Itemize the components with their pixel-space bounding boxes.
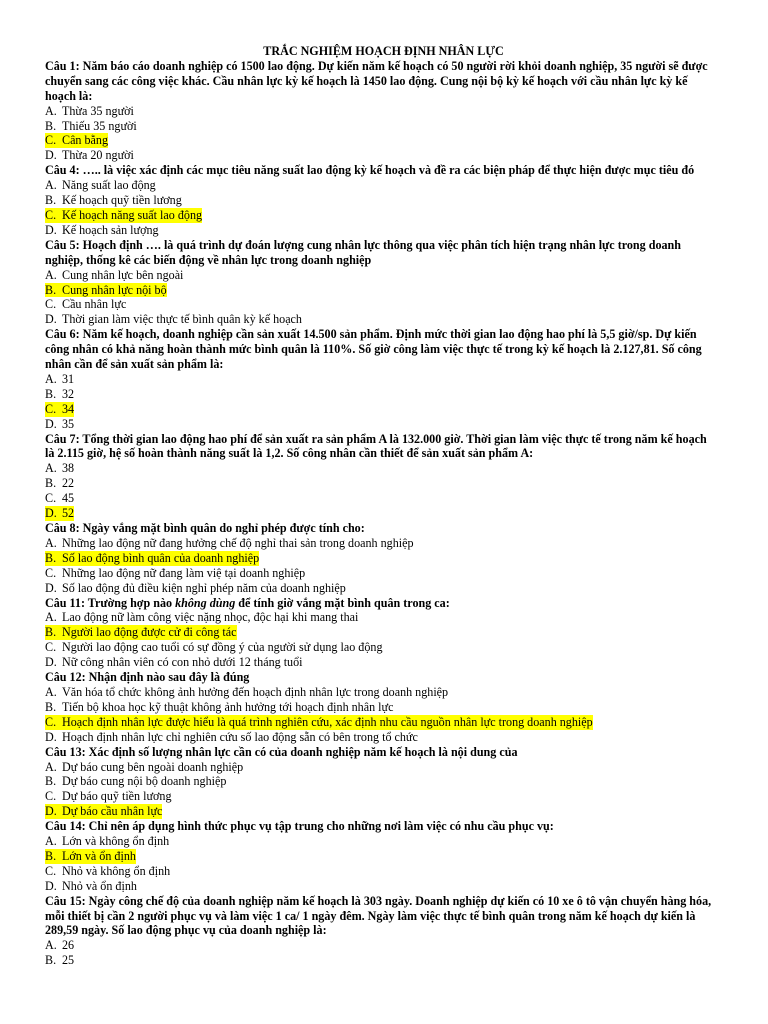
option-letter: C.: [45, 491, 57, 506]
option-letter: A.: [45, 759, 57, 774]
option-letter: B.: [45, 699, 57, 714]
option-text: 22: [62, 476, 75, 491]
answer-option: [45, 208, 202, 223]
question-text: Câu 14: Chỉ nên áp dụng hình thức phục vụ tập trung cho những nơi làm việc có nhu cầu phục vụ:: [45, 819, 554, 834]
answer-option: [45, 730, 712, 745]
option-text: Cầu nhân lực: [62, 297, 127, 312]
question-text: Câu 12: Nhận định nào sau đây là đúng: [45, 670, 250, 685]
option-text: Những lao động nữ đang hưởng chế độ nghỉ thai sản trong doanh nghiệp: [62, 535, 414, 550]
option-letter: A.: [45, 178, 57, 193]
option-text: Năng suất lao động: [62, 178, 156, 193]
option-letter: C.: [45, 133, 57, 148]
question-text: [45, 596, 712, 611]
option-text: Thừa 20 người: [62, 148, 134, 163]
answer-option: [45, 476, 712, 491]
option-letter: D.: [45, 729, 57, 744]
answer-options: [45, 178, 712, 238]
answer-option: [45, 849, 136, 864]
option-letter: A.: [45, 610, 57, 625]
answer-option: [45, 640, 712, 655]
option-text: 25: [62, 953, 75, 968]
option-letter: A.: [45, 371, 57, 386]
option-text: Lao động nữ làm công việc nặng nhọc, độc hại khi mang thai: [62, 610, 359, 625]
answer-options: [45, 372, 712, 432]
option-letter: A.: [45, 103, 57, 118]
option-text: 26: [62, 938, 75, 953]
question-text: Câu 4: ….. là việc xác định các mục tiêu năng suất lao động kỳ kế hoạch và đề ra các biện pháp để thực hiện được mục tiêu đó: [45, 163, 695, 178]
answer-option: [45, 417, 712, 432]
option-text: Hoạch định nhân lực chỉ nghiên cứu số lao động sẵn có bên trong tổ chức: [62, 729, 418, 744]
option-letter: B.: [45, 848, 57, 863]
question-text: Câu 8: Ngày vắng mặt bình quân do nghỉ phép được tính cho:: [45, 521, 365, 535]
option-letter: B.: [45, 774, 57, 789]
option-letter: D.: [45, 804, 57, 819]
answer-option: [45, 372, 712, 387]
option-text: Văn hóa tổ chức không ảnh hưởng đến hoạch định nhân lực trong doanh nghiệp: [62, 684, 449, 699]
option-text: Thời gian làm việc thực tế bình quân kỳ kế hoạch: [62, 312, 302, 327]
option-letter: D.: [45, 580, 57, 595]
option-letter: A.: [45, 535, 57, 550]
question-block: [45, 59, 712, 163]
option-letter: D.: [45, 148, 57, 163]
answer-option: [45, 655, 712, 670]
option-text: Thừa 35 người: [62, 103, 134, 118]
answer-option: [45, 283, 167, 298]
question-text: Câu 15: Ngày công chế độ của doanh nghiệp năm kế hoạch là 303 ngày. Doanh nghiệp dự kiến có 10 xe ô tô vận chuyển hàng hóa, mỗi thiết bị cần 2 người phục vụ và làm việc 1 ca/ 1 ngày đêm. Ngày làm việc thực tế bình quân trong năm kế hoạch dự kiến là 289,59 ngày. Số lao động phục vụ của doanh nghiệp là:: [45, 893, 712, 938]
answer-option: [45, 864, 712, 879]
option-letter: B.: [45, 953, 57, 968]
answer-option: [45, 581, 712, 596]
option-text: Cung nhân lực bên ngoài: [62, 267, 184, 282]
option-letter: D.: [45, 655, 57, 670]
option-text: Dự báo cung bên ngoài doanh nghiệp: [62, 759, 244, 774]
option-letter: B.: [45, 118, 57, 133]
answer-option: [45, 879, 712, 894]
question-text: Câu 1: Năm báo cáo doanh nghiệp có 1500 lao động. Dự kiến năm kế hoạch có 50 người rời khỏi doanh nghiệp, 35 người sẽ được chuyển sang các công việc khác. Cầu nhân lực kỳ kế hoạch là 1450 lao động. Cung nội bộ kỳ kế hoạch với cầu nhân lực kỳ kế hoạch là:: [45, 58, 708, 103]
answer-option: [45, 566, 712, 581]
answer-option: [45, 119, 712, 134]
answer-options: [45, 536, 712, 596]
answer-options: [45, 834, 712, 894]
question-block: [45, 670, 712, 745]
option-letter: A.: [45, 684, 57, 699]
answer-option: [45, 625, 237, 640]
question-block: [45, 894, 712, 969]
option-text: 38: [62, 461, 75, 476]
answer-option: [45, 685, 712, 700]
option-letter: C.: [45, 640, 57, 655]
answer-option: [45, 715, 593, 730]
option-text: Lớn và không ổn định: [62, 834, 170, 849]
option-text: Nữ công nhân viên có con nhỏ dưới 12 tháng tuổi: [62, 655, 303, 670]
option-letter: A.: [45, 834, 57, 849]
question-block: [45, 238, 712, 327]
option-letter: C.: [45, 565, 57, 580]
option-text: Tiến bộ khoa học kỹ thuật không ảnh hưởng tới hoạch định nhân lực: [62, 699, 394, 714]
correct-answer-text: Kế hoạch năng suất lao động: [62, 207, 203, 222]
answer-option: [45, 804, 162, 819]
answer-option: [45, 148, 712, 163]
answer-option: [45, 536, 712, 551]
option-text: Kế hoạch sản lượng: [62, 222, 159, 237]
answer-option: [45, 506, 74, 521]
answer-option: [45, 387, 712, 402]
option-letter: A.: [45, 461, 57, 476]
question-block: [45, 819, 712, 894]
answer-options: [45, 268, 712, 328]
correct-answer-text: Cân bằng: [62, 133, 109, 148]
option-text: Người lao động cao tuổi có sự đồng ý của người sử dụng lao động: [62, 640, 383, 655]
question-text: Câu 7: Tổng thời gian lao động hao phí để sản xuất ra sản phẩm A là 132.000 giờ. Thời gian làm việc thực tế trong năm kế hoạch là 2.115 giờ, hệ số hoàn thành năng suất là 1,2. Số công nhân cần thiết để sản xuất sản phẩm A:: [45, 431, 707, 461]
question-block: [45, 163, 712, 238]
question-block: [45, 521, 712, 596]
answer-option: [45, 461, 712, 476]
option-text: Dự báo quỹ tiền lương: [62, 789, 172, 804]
option-letter: B.: [45, 476, 57, 491]
correct-answer-text: Hoạch định nhân lực được hiểu là quá trình nghiên cứu, xác định nhu cầu nguồn nhân lực trong doanh nghiệp: [62, 714, 593, 729]
answer-options: [45, 104, 712, 164]
option-letter: C.: [45, 401, 57, 416]
option-letter: A.: [45, 938, 57, 953]
option-letter: D.: [45, 222, 57, 237]
answer-option: [45, 178, 712, 193]
option-text: Thiếu 35 người: [62, 118, 137, 133]
answer-option: [45, 551, 259, 566]
option-text: 45: [62, 491, 75, 506]
question-text: Câu 5: Hoạch định …. là quá trình dự đoán lượng cung nhân lực thông qua việc phân tích hiện trạng nhân lực trong doanh nghiệp, thống kê các biến động về nhân lực trong doanh nghiệp: [45, 237, 681, 267]
option-text: Những lao động nữ đang làm việ tại doanh nghiệp: [62, 565, 306, 580]
answer-options: [45, 610, 712, 670]
option-letter: B.: [45, 386, 57, 401]
answer-option: [45, 133, 108, 148]
option-text: 31: [62, 371, 75, 386]
answer-option: [45, 104, 712, 119]
answer-option: [45, 760, 712, 775]
option-letter: D.: [45, 878, 57, 893]
answer-option: [45, 610, 712, 625]
answer-options: [45, 760, 712, 820]
option-letter: B.: [45, 282, 57, 297]
answer-option: [45, 789, 712, 804]
question-text-part: để tính giờ vắng mặt bình quân trong ca:: [235, 595, 450, 610]
option-letter: B.: [45, 550, 57, 565]
answer-options: [45, 685, 712, 745]
answer-option: [45, 312, 712, 327]
question-text-part: Câu 11: Trường hợp nào: [45, 595, 176, 610]
question-block: [45, 432, 712, 521]
option-letter: B.: [45, 193, 57, 208]
answer-option: [45, 938, 712, 953]
answer-option: [45, 953, 712, 968]
question-list: [45, 59, 712, 968]
option-letter: A.: [45, 267, 57, 282]
option-letter: C.: [45, 297, 57, 312]
option-text: 35: [62, 416, 75, 431]
answer-option: [45, 223, 712, 238]
question-block: [45, 745, 712, 820]
correct-answer-text: Dự báo cầu nhân lực: [62, 804, 163, 819]
option-letter: D.: [45, 506, 57, 521]
option-text: Kế hoạch quỹ tiền lương: [62, 193, 182, 208]
correct-answer-text: Người lao động được cử đi công tác: [62, 625, 237, 640]
option-letter: D.: [45, 312, 57, 327]
answer-options: [45, 461, 712, 521]
question-block: [45, 327, 712, 431]
correct-answer-text: Cung nhân lực nội bộ: [62, 282, 167, 297]
document-title: TRẮC NGHIỆM HOẠCH ĐỊNH NHÂN LỰC: [263, 44, 504, 58]
answer-option: [45, 834, 712, 849]
correct-answer-text: Lớn và ổn định: [62, 848, 136, 863]
option-text: 32: [62, 386, 75, 401]
option-letter: B.: [45, 625, 57, 640]
answer-option: [45, 700, 712, 715]
option-letter: C.: [45, 789, 57, 804]
answer-option: [45, 774, 712, 789]
option-text: Dự báo cung nội bộ doanh nghiệp: [62, 774, 227, 789]
option-letter: D.: [45, 416, 57, 431]
question-text: Câu 6: Năm kế hoạch, doanh nghiệp cần sản xuất 14.500 sản phẩm. Định mức thời gian lao động hao phí là 5,5 giờ/sp. Dự kiến công nhân có khả năng hoàn thành mức bình quân là 110%. Số giờ công làm việc thực tế trong kỳ kế hoạch là 2.127,81. Số công nhân cần để sản xuất sản phẩm là:: [45, 327, 702, 372]
option-text: Số lao động đủ điều kiện nghỉ phép năm của doanh nghiệp: [62, 580, 346, 595]
correct-answer-text: 52: [62, 506, 75, 521]
question-text: Câu 13: Xác định số lượng nhân lực cần có của doanh nghiệp năm kế hoạch là nội dung của: [45, 744, 518, 759]
option-text: Nhỏ và không ổn định: [62, 863, 171, 878]
answer-option: [45, 193, 712, 208]
correct-answer-text: 34: [62, 401, 75, 416]
option-letter: C.: [45, 714, 57, 729]
answer-option: [45, 297, 712, 312]
answer-option: [45, 402, 74, 417]
question-emphasis: không dùng: [175, 595, 236, 610]
answer-options: [45, 938, 712, 968]
answer-option: [45, 491, 712, 506]
option-letter: C.: [45, 863, 57, 878]
correct-answer-text: Số lao động bình quân của doanh nghiệp: [62, 550, 260, 565]
question-block: [45, 596, 712, 671]
option-text: Nhỏ và ổn định: [62, 878, 137, 893]
answer-option: [45, 268, 712, 283]
option-letter: C.: [45, 207, 57, 222]
